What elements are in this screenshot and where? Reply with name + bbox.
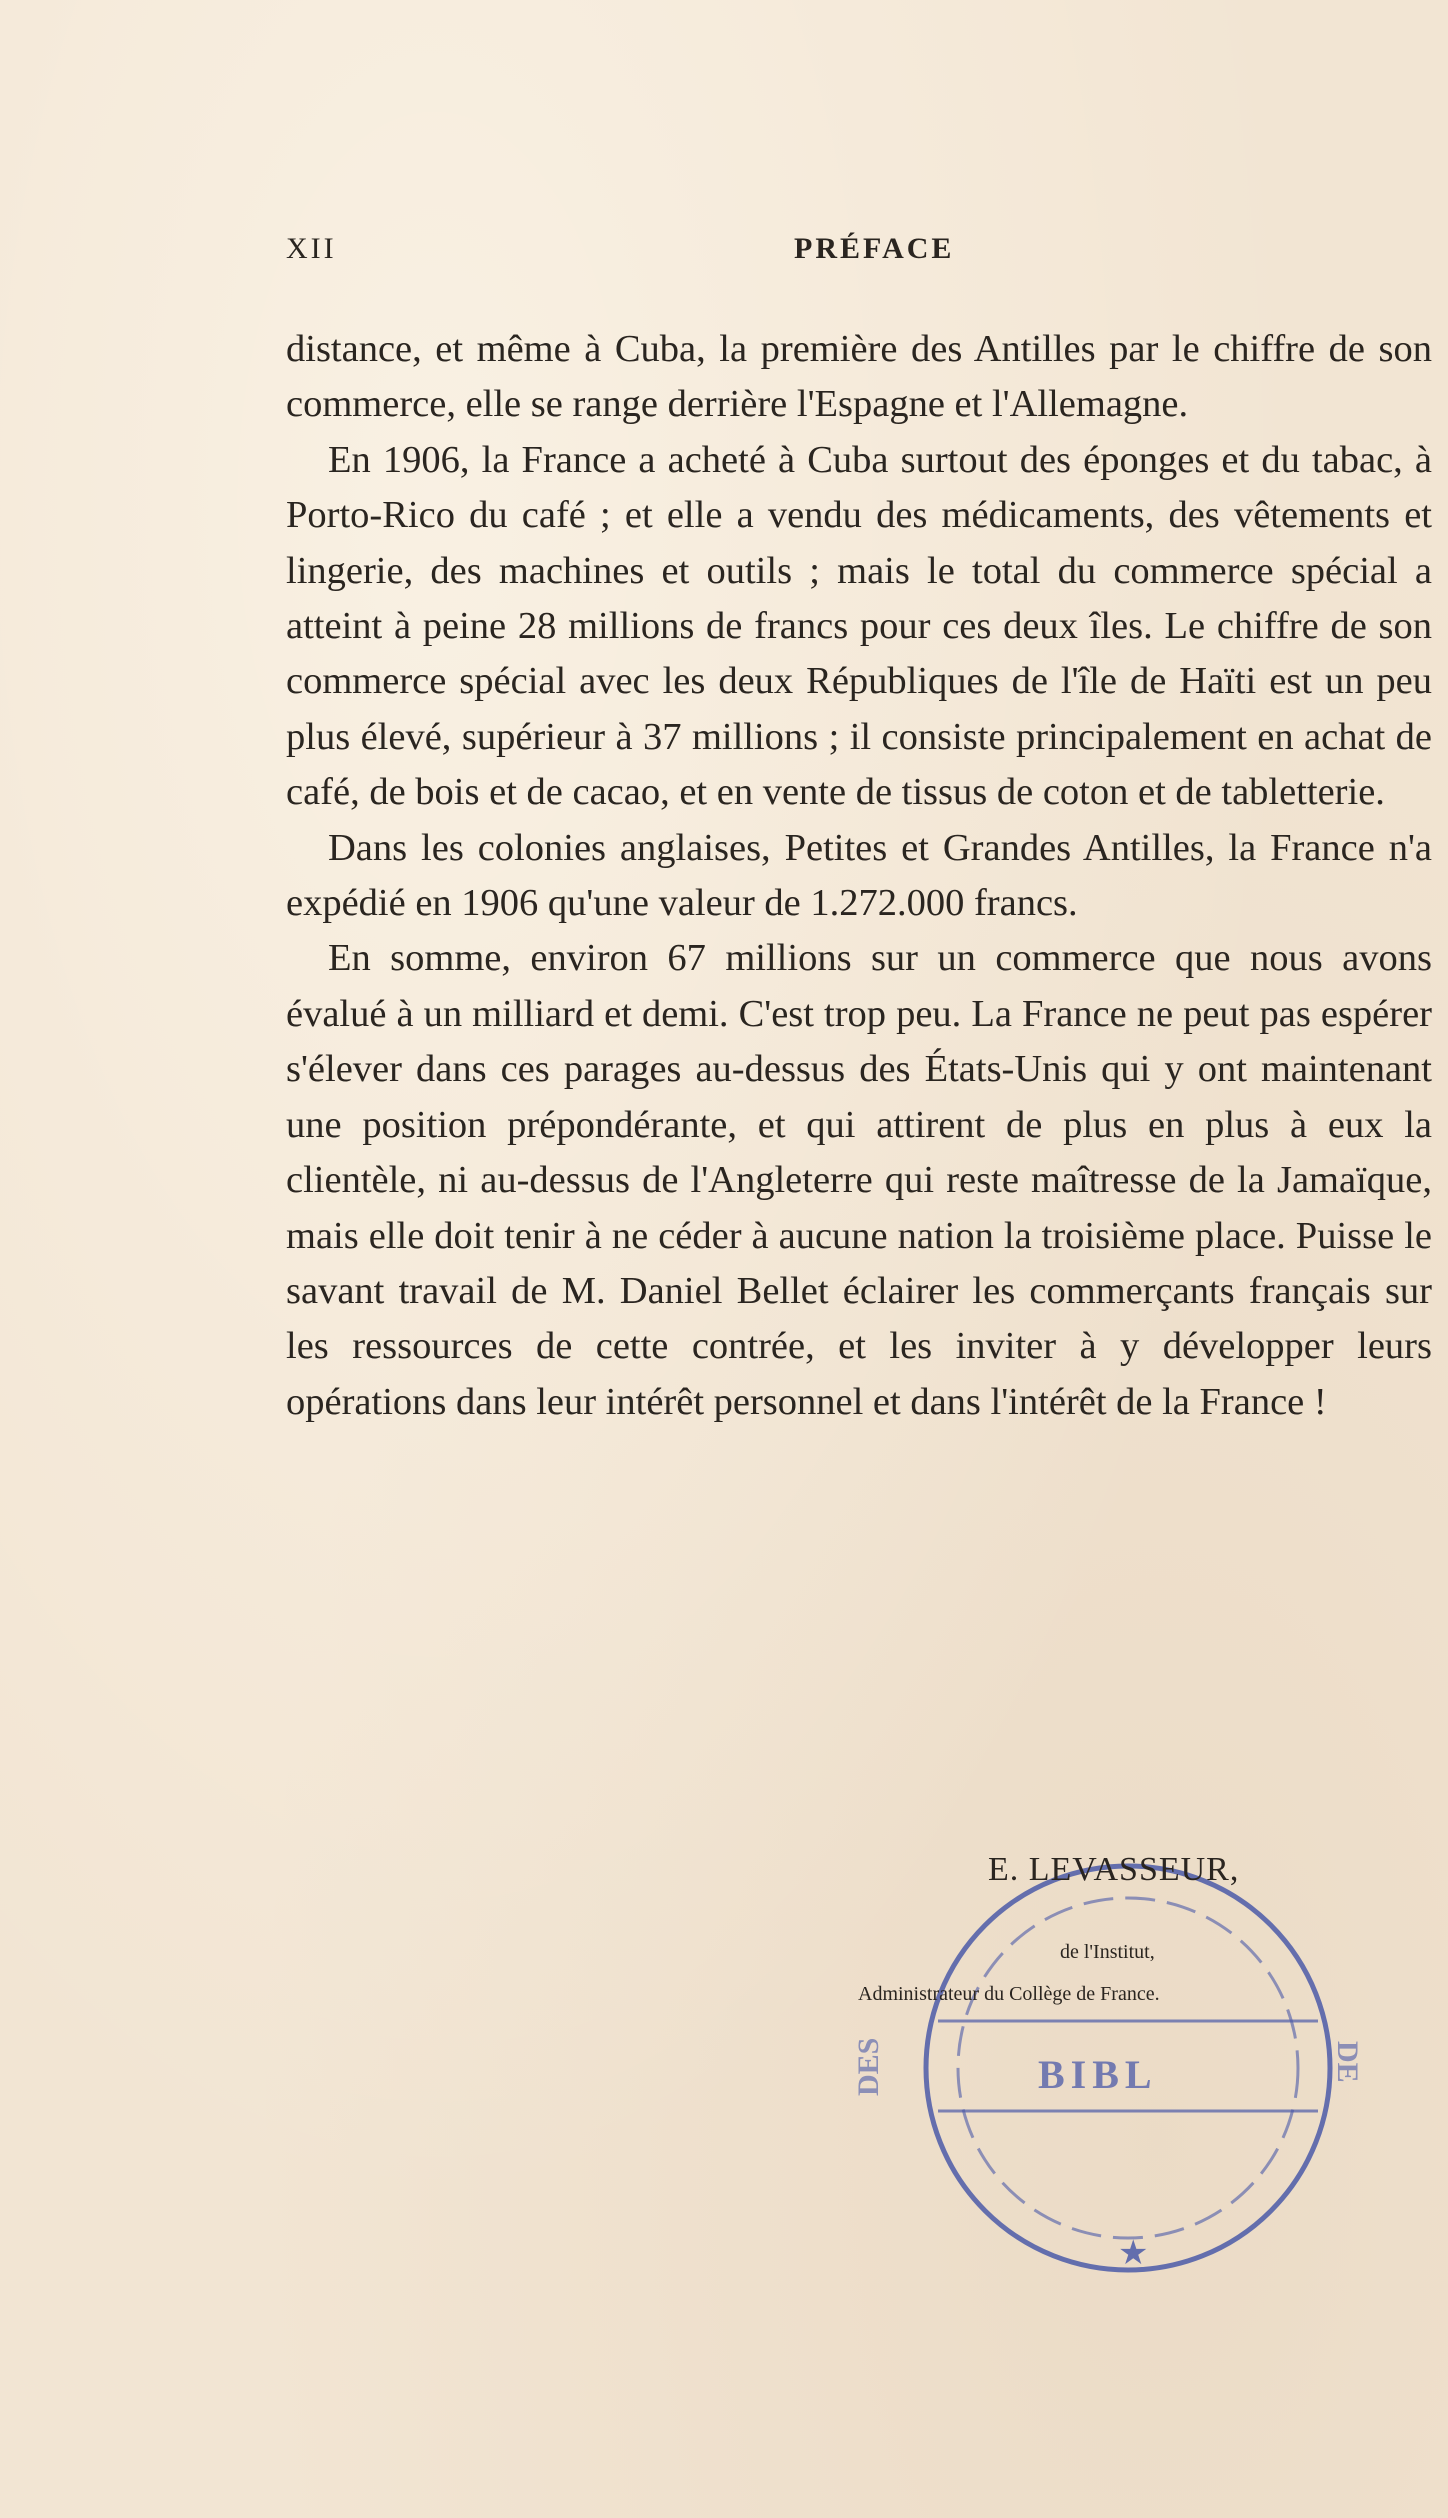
running-title: PRÉFACE bbox=[794, 232, 955, 265]
stamp-star: ★ bbox=[1118, 2235, 1149, 2272]
stamp-arc-mark-left: DES bbox=[852, 2037, 885, 2096]
signature-name: E. LEVASSEUR, bbox=[988, 1851, 1240, 1888]
running-head bbox=[286, 232, 1432, 272]
signature-line2: Administrateur du Collège de France. bbox=[858, 1983, 1160, 2005]
signature-line1: de l'Institut, bbox=[1060, 1941, 1155, 1963]
paragraph: En 1906, la France a acheté à Cuba surtout des éponges et du tabac, à Porto-Rico du café ; et elle a vendu des médicaments, des vêtements et lingerie, des machines et outils ; mais le total du commerce spécial a atteint à peine 28 millions de francs pour ces deux îles. Le chiffre de son commerce spécial avec les deux Républiques de l'île de Haïti est un peu plus élevé, supérieur à 37 millions ; il consiste principalement en achat de café, de bois et de cacao, et en vente de tissus de coton et de tabletterie. bbox=[286, 438, 1432, 814]
stamp-graphic bbox=[838, 1806, 1378, 2286]
library-stamp bbox=[838, 1806, 1378, 2286]
paragraph: En somme, environ 67 millions sur un commerce que nous avons évalué à un milliard et demi. C'est trop peu. La France ne peut pas espérer s'élever dans ces parages au-dessus des États-Unis qui y ont maintenant une position prépondérante, et qui attirent de plus en plus à eux la clientèle, ni au-dessus de l'Angleterre qui reste maîtresse de la Jamaïque, mais elle doit tenir à ne céder à aucune nation la troisième place. Puisse le savant travail de M. Daniel Bellet éclairer les commerçants français sur les ressources de cette contrée, et les inviter à y développer leurs opérations dans leur intérêt personnel et dans l'intérêt de la France ! bbox=[286, 937, 1432, 1423]
paragraph: Dans les colonies anglaises, Petites et Grandes Antilles, la France n'a expédié en 1906 qu'une valeur de 1.272.000 francs. bbox=[286, 826, 1432, 925]
page-number: XII bbox=[286, 232, 337, 265]
stamp-center-text: BIBL bbox=[1038, 2052, 1158, 2097]
body-text bbox=[286, 322, 1432, 1430]
stamp-arc-mark-right: DE bbox=[1331, 2041, 1364, 2083]
paragraph: distance, et même à Cuba, la première des Antilles par le chiffre de son commerce, elle se range derrière l'Espagne et l'Allemagne. bbox=[286, 328, 1432, 426]
